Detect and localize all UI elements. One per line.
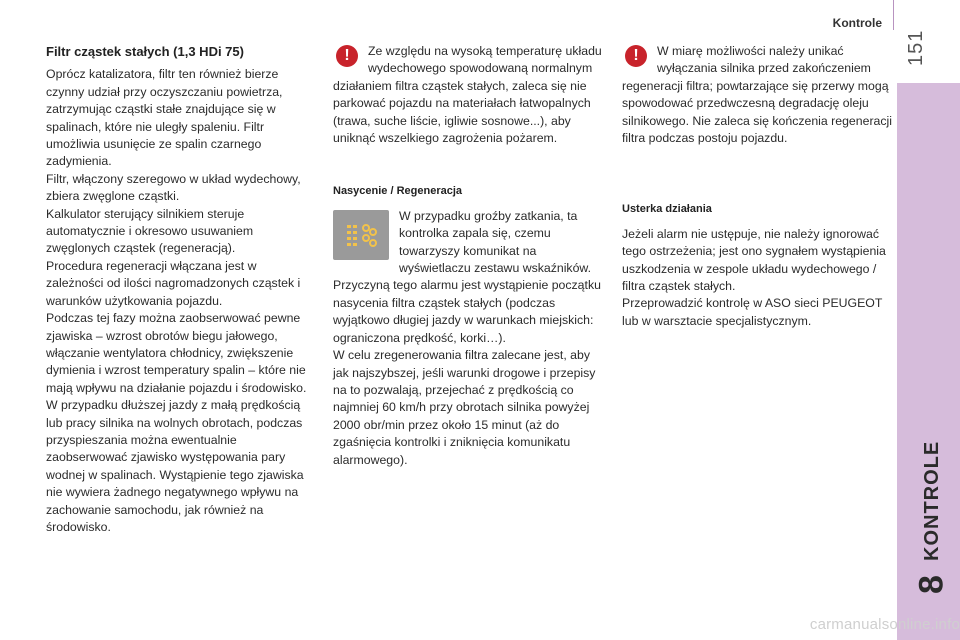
column-right [622,43,894,330]
warning-text: W miarę możliwości należy unikać wyłączania silnika przed zakończeniem regeneracji filtra; powtarzające się przerwy mogą spowodować przedwczesną degradację oleju silnikowego. Nie zaleca się kończenia regeneracji filtra podczas postoju pojazdu. [622,44,892,146]
chapter-label: KONTROLE [921,440,943,561]
paragraph: W przypadku dłuższej jazdy z małą prędkością lub pracy silnika na wolnych obrotach, podczas przyspieszania można ewentualnie zaobserwować zjawisko występowania pary wodnej w spalinach. Wystąpienie tego zjawiska nie wywiera żadnego negatywnego wpływu na zachowanie samochodu, jak również na środowisko. [46,398,304,534]
warning-note [622,43,894,147]
paragraph: W celu zregenerowania filtra zalecane jest, aby jak najszybszej, jeśli warunki drogowe i przepisy na to pozwalają, przejechać z prędkością co najmniej 60 km/h przy obrotach silnika powyżej 2000 obr/min przez około 15 minut (aż do zgaśnięcia kontrolki i zniknięcia komunikatu alarmowego). [333,348,596,467]
particle-filter-indicator-icon [333,210,389,260]
subheading-saturation: Nasycenie / Regeneracja [333,185,463,198]
paragraph: Przyczyną tego alarmu jest wystąpienie początku nasycenia filtra cząstek stałych (podczas wyjątkowo długiej jazdy w warunkach miejskich: ograniczona prędkość, korki…). [333,278,601,345]
section-title: Kontrole [832,16,882,30]
article-title: Filtr cząstek stałych (1,3 HDi 75) [46,44,244,59]
column-left [46,43,308,536]
paragraph: Filtr, włączony szeregowo w układ wydechowy, zbiera zwęglone cząstki. [46,171,301,204]
paragraph: Kalkulator sterujący silnikiem steruje automatycznie i okresowo usuwaniem zwęglonych cząstek (regeneracją). [46,206,254,256]
column-middle [333,43,605,469]
paragraph: Przeprowadzić kontrolę w ASO sieci PEUGEOT lub w warsztacie specjalistycznym. [622,296,883,328]
page-number: 151 [905,29,927,66]
paragraph: Jeżeli alarm nie ustępuje, nie należy ignorować tego ostrzeżenia; jest ono sygnałem wystąpienia uszkodzenia w zespole układu wydechowego / filtra cząstek stałych. [622,226,886,294]
paragraph: W przypadku groźby zatkania, ta kontrolka zapala się, czemu towarzyszy komunikat na wyświetlaczu zestawu wskaźników. [399,208,592,276]
chapter-number: 8 [912,575,951,594]
warning-text: Ze względu na wysoką temperaturę układu wydechowego spowodowaną normalnym działaniem filtra cząstek stałych, zaleca się nie parkować pojazdu na materiałach łatwopalnych (trawa, suche liście, igliwie sosnowe...), aby uniknąć wszelkiego zagrożenia pożarem. [333,44,602,146]
paragraph: Procedura regeneracji włączana jest w zależności od ilości nagromadzonych cząstek i warunków użytkowania pojazdu. [46,258,301,308]
paragraph: Oprócz katalizatora, filtr ten również bierze czynny udział przy oczyszczaniu powietrza, zatrzymując cząstki stałe znajdujące się w spalinach, które nie uległy spaleniu. Filtr umożliwia usunięcie ze spalin czarnego zadymienia. [46,67,283,169]
watermark: carmanualsonline.info [809,616,960,633]
header-divider [893,0,894,30]
warning-exclamation-icon: ! [336,45,358,67]
warning-note [333,43,605,147]
subheading-malfunction: Usterka działania [622,203,712,216]
indicator-note [333,208,605,278]
warning-exclamation-icon: ! [625,45,647,67]
paragraph: Podczas tej fazy można zaobserwować pewne zjawiska – wzrost obrotów biegu jałowego, włączanie wentylatora chłodnicy, zwiększenie dymienia i wzrost temperatury spalin – które nie mają wpływu na działanie pojazdu i środowisko. [46,311,307,395]
